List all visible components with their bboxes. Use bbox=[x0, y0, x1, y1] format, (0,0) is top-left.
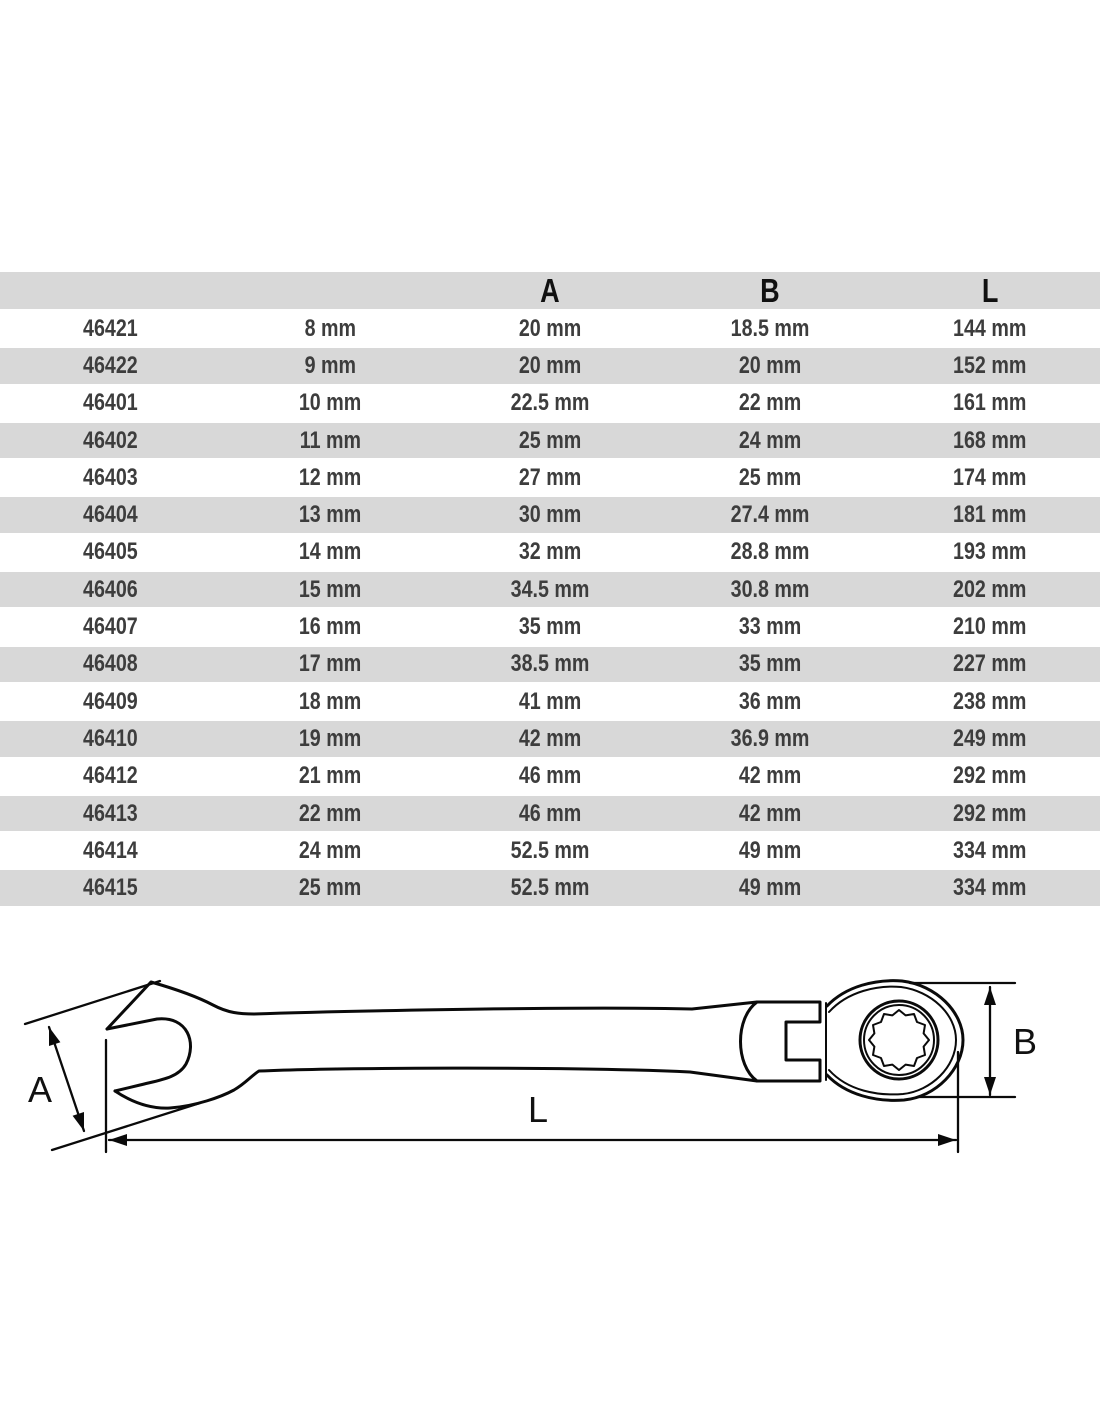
dim-label-a: A bbox=[27, 1069, 53, 1110]
table-cell: 210 mm bbox=[953, 613, 1027, 641]
table-cell: 46402 bbox=[82, 426, 138, 454]
header-label-l: L bbox=[981, 271, 999, 309]
table-cell: 49 mm bbox=[738, 836, 802, 864]
table-cell: 24 mm bbox=[738, 426, 802, 454]
table-cell: 18.5 mm bbox=[730, 314, 810, 342]
table-cell: 35 mm bbox=[518, 613, 582, 641]
table-row bbox=[0, 759, 1100, 794]
wrench-lower-outline bbox=[115, 1068, 757, 1108]
table-cell: 334 mm bbox=[953, 874, 1027, 902]
table-cell: 46403 bbox=[82, 463, 138, 491]
table-cell: 28.8 mm bbox=[730, 538, 810, 566]
table-cell: 52.5 mm bbox=[510, 836, 590, 864]
dim-a-arrow-bottom bbox=[73, 1112, 84, 1131]
table-cell: 152 mm bbox=[953, 351, 1027, 379]
ring-bore-inner-circle bbox=[864, 1005, 934, 1075]
table-row bbox=[0, 870, 1100, 905]
table-cell: 144 mm bbox=[953, 314, 1027, 342]
table-cell: 21 mm bbox=[298, 762, 362, 790]
table-row bbox=[0, 572, 1100, 607]
table-cell: 25 mm bbox=[518, 426, 582, 454]
table-row bbox=[0, 609, 1100, 644]
table-cell: 249 mm bbox=[953, 724, 1027, 752]
table-row bbox=[0, 460, 1100, 495]
table-cell: 11 mm bbox=[299, 426, 361, 454]
table-row bbox=[0, 721, 1100, 756]
table-cell: 42 mm bbox=[518, 724, 582, 752]
table-cell: 20 mm bbox=[518, 314, 582, 342]
table-cell: 42 mm bbox=[738, 762, 802, 790]
table-cell: 52.5 mm bbox=[510, 874, 590, 902]
table-cell: 334 mm bbox=[953, 836, 1027, 864]
table-cell: 181 mm bbox=[953, 501, 1027, 529]
table-cell: 30.8 mm bbox=[730, 575, 810, 603]
table-cell: 161 mm bbox=[953, 389, 1027, 417]
table-row bbox=[0, 833, 1100, 868]
ring-12pt-profile bbox=[869, 1010, 929, 1070]
table-cell: 25 mm bbox=[738, 463, 802, 491]
table-cell: 202 mm bbox=[953, 575, 1027, 603]
table-cell: 12 mm bbox=[298, 463, 362, 491]
table-cell: 18 mm bbox=[298, 687, 362, 715]
header-cell-size bbox=[220, 272, 440, 309]
table-cell: 46414 bbox=[82, 836, 138, 864]
spec-table bbox=[0, 272, 1100, 908]
table-cell: 174 mm bbox=[953, 463, 1027, 491]
table-cell: 38.5 mm bbox=[510, 650, 590, 678]
table-cell: 36 mm bbox=[738, 687, 802, 715]
table-cell: 46401 bbox=[82, 389, 138, 417]
table-cell: 33 mm bbox=[738, 613, 802, 641]
table-cell: 46 mm bbox=[518, 762, 582, 790]
header-label-a: A bbox=[540, 271, 560, 309]
table-cell: 46407 bbox=[82, 613, 138, 641]
dim-a-arrow-top bbox=[49, 1027, 60, 1046]
wrench-upper-outline bbox=[107, 982, 757, 1029]
table-cell: 49 mm bbox=[738, 874, 802, 902]
table-cell: 292 mm bbox=[953, 799, 1027, 827]
table-cell: 27.4 mm bbox=[730, 501, 810, 529]
table-cell: 42 mm bbox=[738, 799, 802, 827]
wrench-diagram bbox=[0, 950, 1100, 1210]
table-cell: 46412 bbox=[82, 762, 138, 790]
table-cell: 10 mm bbox=[298, 389, 362, 417]
dim-l-arrow-right bbox=[938, 1134, 956, 1146]
table-cell: 292 mm bbox=[953, 762, 1027, 790]
dim-b-arrow-bottom bbox=[984, 1077, 996, 1095]
table-cell: 46413 bbox=[82, 799, 138, 827]
table-cell: 46422 bbox=[82, 351, 138, 379]
table-cell: 46415 bbox=[82, 874, 138, 902]
header-cell-a bbox=[440, 272, 660, 309]
table-cell: 22.5 mm bbox=[510, 389, 590, 417]
table-cell: 9 mm bbox=[304, 351, 356, 379]
table-cell: 46409 bbox=[82, 687, 138, 715]
dim-l-arrow-left bbox=[109, 1134, 127, 1146]
table-row bbox=[0, 535, 1100, 570]
dim-label-b: B bbox=[1012, 1021, 1038, 1062]
open-end-mouth bbox=[107, 1019, 190, 1091]
table-cell: 20 mm bbox=[518, 351, 582, 379]
table-cell: 46410 bbox=[82, 724, 138, 752]
table-cell: 13 mm bbox=[298, 501, 362, 529]
header-cell-b bbox=[660, 272, 880, 309]
header-label-b: B bbox=[760, 271, 780, 309]
table-cell: 27 mm bbox=[518, 463, 582, 491]
table-row bbox=[0, 386, 1100, 421]
table-cell: 46406 bbox=[82, 575, 138, 603]
table-row bbox=[0, 423, 1100, 458]
table-cell: 22 mm bbox=[738, 389, 802, 417]
table-cell: 35 mm bbox=[738, 650, 802, 678]
table-cell: 15 mm bbox=[298, 575, 362, 603]
table-cell: 34.5 mm bbox=[510, 575, 590, 603]
table-cell: 22 mm bbox=[298, 799, 362, 827]
table-cell: 20 mm bbox=[738, 351, 802, 379]
table-cell: 17 mm bbox=[298, 650, 362, 678]
table-cell: 36.9 mm bbox=[730, 724, 810, 752]
table-cell: 41 mm bbox=[518, 687, 582, 715]
table-cell: 227 mm bbox=[953, 650, 1027, 678]
table-cell: 16 mm bbox=[298, 613, 362, 641]
table-cell: 24 mm bbox=[298, 836, 362, 864]
flex-joint-clevis bbox=[741, 1002, 821, 1081]
table-row bbox=[0, 311, 1100, 346]
table-cell: 193 mm bbox=[953, 538, 1027, 566]
table-cell: 8 mm bbox=[304, 314, 356, 342]
ring-bore-outer-circle bbox=[860, 1001, 938, 1079]
table-cell: 46408 bbox=[82, 650, 138, 678]
table-cell: 46405 bbox=[82, 538, 138, 566]
table-row bbox=[0, 684, 1100, 719]
table-row bbox=[0, 647, 1100, 682]
table-row bbox=[0, 348, 1100, 383]
table-cell: 168 mm bbox=[953, 426, 1027, 454]
table-cell: 14 mm bbox=[298, 538, 362, 566]
table-cell: 46421 bbox=[82, 314, 138, 342]
table-row bbox=[0, 497, 1100, 532]
dim-b-arrow-top bbox=[984, 987, 996, 1005]
dim-label-l: L bbox=[527, 1089, 549, 1130]
dim-a-ext-top bbox=[25, 981, 160, 1024]
table-cell: 19 mm bbox=[298, 724, 362, 752]
header-cell-product bbox=[0, 272, 220, 309]
header-cell-l bbox=[880, 272, 1100, 309]
spec-table-header-row bbox=[0, 272, 1100, 309]
table-cell: 46404 bbox=[82, 501, 138, 529]
table-cell: 238 mm bbox=[953, 687, 1027, 715]
table-cell: 46 mm bbox=[518, 799, 582, 827]
table-row bbox=[0, 796, 1100, 831]
table-cell: 25 mm bbox=[298, 874, 362, 902]
table-cell: 30 mm bbox=[518, 501, 582, 529]
table-cell: 32 mm bbox=[518, 538, 582, 566]
spec-table-body bbox=[0, 311, 1100, 906]
